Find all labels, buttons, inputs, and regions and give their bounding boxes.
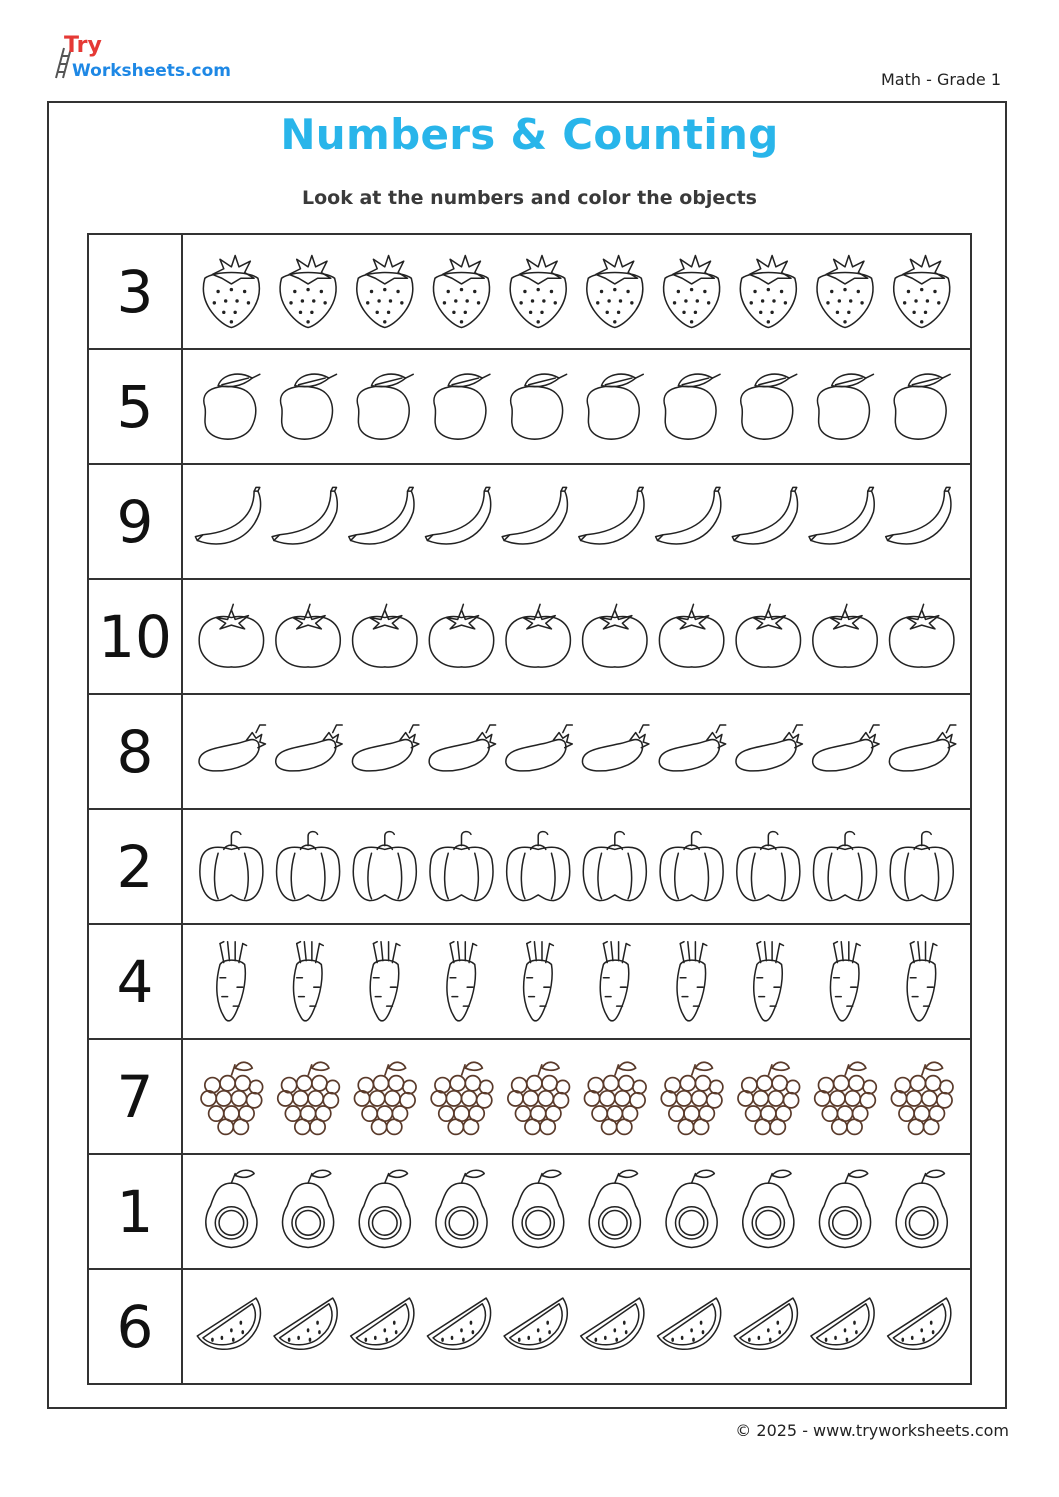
objects-cell	[182, 1039, 971, 1154]
eggplant-icon[interactable]	[889, 725, 955, 771]
grapes-icon[interactable]	[354, 1062, 416, 1134]
counting-row	[88, 694, 971, 809]
strawberry-icon[interactable]	[203, 255, 259, 327]
eggplant-icon[interactable]	[352, 725, 418, 771]
eggplant-icon[interactable]	[429, 725, 495, 771]
objects-cell	[182, 349, 971, 464]
row-number: 4	[88, 924, 182, 1039]
tryworksheets-logo	[52, 30, 232, 82]
grapes-icon[interactable]	[508, 1062, 570, 1134]
counting-row	[88, 1154, 971, 1269]
watermelon-icon[interactable]	[197, 1298, 260, 1349]
watermelon-icon[interactable]	[811, 1298, 874, 1349]
counting-row	[88, 924, 971, 1039]
carrot-icon[interactable]	[217, 942, 247, 1021]
banana-icon[interactable]	[732, 487, 797, 544]
grapes-icon[interactable]	[431, 1062, 493, 1134]
mango-icon[interactable]	[281, 374, 337, 439]
objects-cell	[182, 694, 971, 809]
tomato-icon[interactable]	[583, 604, 647, 667]
counting-row	[88, 349, 971, 464]
eggplant-icon[interactable]	[582, 725, 648, 771]
mango-icon[interactable]	[894, 374, 950, 439]
tomato-icon[interactable]	[429, 604, 493, 667]
bell-pepper-icon[interactable]	[430, 832, 493, 901]
row-number: 6	[88, 1269, 182, 1384]
page-title: Numbers & Counting	[280, 110, 779, 159]
grade-label: Math - Grade 1	[880, 70, 1001, 89]
grapes-icon[interactable]	[738, 1062, 800, 1134]
bell-pepper-icon[interactable]	[890, 832, 953, 901]
tomato-icon[interactable]	[659, 604, 723, 667]
eggplant-icon[interactable]	[199, 725, 265, 771]
watermelon-icon[interactable]	[581, 1298, 644, 1349]
bell-pepper-icon[interactable]	[277, 832, 340, 901]
bell-pepper-icon[interactable]	[200, 832, 263, 901]
grapes-icon[interactable]	[278, 1062, 340, 1134]
avocado-icon[interactable]	[743, 1170, 794, 1247]
eggplant-icon[interactable]	[736, 725, 802, 771]
row-number: 8	[88, 694, 182, 809]
objects-cell	[182, 464, 971, 579]
strawberry-icon[interactable]	[510, 255, 566, 327]
eggplant-icon[interactable]	[813, 725, 879, 771]
mango-icon[interactable]	[204, 374, 260, 439]
counting-row	[88, 464, 971, 579]
grapes-icon[interactable]	[584, 1062, 646, 1134]
mango-icon[interactable]	[357, 374, 413, 439]
counting-row	[88, 1269, 971, 1384]
strawberry-icon[interactable]	[664, 255, 720, 327]
strawberry-icon[interactable]	[357, 255, 413, 327]
banana-icon[interactable]	[656, 487, 721, 544]
carrot-icon[interactable]	[600, 942, 630, 1021]
eggplant-icon[interactable]	[506, 725, 572, 771]
avocado-icon[interactable]	[666, 1170, 717, 1247]
carrot-icon[interactable]	[524, 942, 554, 1021]
banana-icon[interactable]	[502, 487, 567, 544]
objects-cell	[182, 579, 971, 694]
row-number: 7	[88, 1039, 182, 1154]
carrot-icon[interactable]	[294, 942, 324, 1021]
carrot-icon[interactable]	[370, 942, 400, 1021]
avocado-icon[interactable]	[819, 1170, 870, 1247]
counting-row	[88, 234, 971, 349]
strawberry-icon[interactable]	[740, 255, 796, 327]
footer-copyright: © 2025 - www.tryworksheets.com	[735, 1421, 1009, 1440]
avocado-icon[interactable]	[206, 1170, 257, 1247]
banana-icon[interactable]	[195, 487, 260, 544]
objects-cell	[182, 924, 971, 1039]
carrot-icon[interactable]	[447, 942, 477, 1021]
grapes-icon[interactable]	[661, 1062, 723, 1134]
logo-text-bottom: Worksheets.com	[72, 61, 231, 81]
row-number: 1	[88, 1154, 182, 1269]
counting-row	[88, 579, 971, 694]
tomato-icon[interactable]	[813, 604, 877, 667]
bell-pepper-icon[interactable]	[814, 832, 877, 901]
mango-icon[interactable]	[434, 374, 490, 439]
carrot-icon[interactable]	[830, 942, 860, 1021]
counting-row	[88, 809, 971, 924]
strawberry-icon[interactable]	[587, 255, 643, 327]
tomato-icon[interactable]	[506, 604, 570, 667]
objects-cell	[182, 234, 971, 349]
banana-icon[interactable]	[349, 487, 414, 544]
carrot-icon[interactable]	[677, 942, 707, 1021]
objects-cell	[182, 1154, 971, 1269]
mango-icon[interactable]	[664, 374, 720, 439]
avocado-icon[interactable]	[513, 1170, 564, 1247]
carrot-icon[interactable]	[907, 942, 937, 1021]
watermelon-icon[interactable]	[351, 1298, 414, 1349]
bell-pepper-icon[interactable]	[660, 832, 723, 901]
banana-icon[interactable]	[425, 487, 490, 544]
banana-icon[interactable]	[579, 487, 644, 544]
mango-icon[interactable]	[587, 374, 643, 439]
row-number: 5	[88, 349, 182, 464]
eggplant-icon[interactable]	[659, 725, 725, 771]
bell-pepper-icon[interactable]	[737, 832, 800, 901]
carrot-icon[interactable]	[754, 942, 784, 1021]
avocado-icon[interactable]	[896, 1170, 947, 1247]
counting-table	[87, 233, 972, 1385]
logo-text-top: Try	[64, 33, 102, 58]
strawberry-icon[interactable]	[434, 255, 490, 327]
row-number: 2	[88, 809, 182, 924]
tomato-icon[interactable]	[353, 604, 417, 667]
row-number: 3	[88, 234, 182, 349]
tomato-icon[interactable]	[276, 604, 340, 667]
bell-pepper-icon[interactable]	[507, 832, 570, 901]
instructions: Look at the numbers and color the objects	[302, 187, 757, 209]
strawberry-icon[interactable]	[894, 255, 950, 327]
grapes-icon[interactable]	[891, 1062, 953, 1134]
mango-icon[interactable]	[817, 374, 873, 439]
avocado-icon[interactable]	[436, 1170, 487, 1247]
avocado-icon[interactable]	[359, 1170, 410, 1247]
counting-row	[88, 1039, 971, 1154]
watermelon-icon[interactable]	[734, 1298, 797, 1349]
strawberry-icon[interactable]	[817, 255, 873, 327]
avocado-icon[interactable]	[283, 1170, 334, 1247]
strawberry-icon[interactable]	[280, 255, 336, 327]
watermelon-icon[interactable]	[657, 1298, 720, 1349]
row-number: 10	[88, 579, 182, 694]
watermelon-icon[interactable]	[427, 1298, 490, 1349]
objects-cell	[182, 809, 971, 924]
watermelon-icon[interactable]	[888, 1298, 951, 1349]
banana-icon[interactable]	[272, 487, 337, 544]
avocado-icon[interactable]	[589, 1170, 640, 1247]
objects-cell	[182, 1269, 971, 1384]
eggplant-icon[interactable]	[276, 725, 342, 771]
row-number: 9	[88, 464, 182, 579]
tomato-icon[interactable]	[736, 604, 800, 667]
mango-icon[interactable]	[741, 374, 797, 439]
tomato-icon[interactable]	[890, 604, 954, 667]
grapes-icon[interactable]	[815, 1062, 877, 1134]
tomato-icon[interactable]	[199, 604, 263, 667]
mango-icon[interactable]	[511, 374, 567, 439]
banana-icon[interactable]	[809, 487, 874, 544]
banana-icon[interactable]	[886, 487, 951, 544]
watermelon-icon[interactable]	[504, 1298, 567, 1349]
bell-pepper-icon[interactable]	[353, 832, 416, 901]
grapes-icon[interactable]	[201, 1062, 263, 1134]
watermelon-icon[interactable]	[274, 1298, 337, 1349]
bell-pepper-icon[interactable]	[583, 832, 646, 901]
